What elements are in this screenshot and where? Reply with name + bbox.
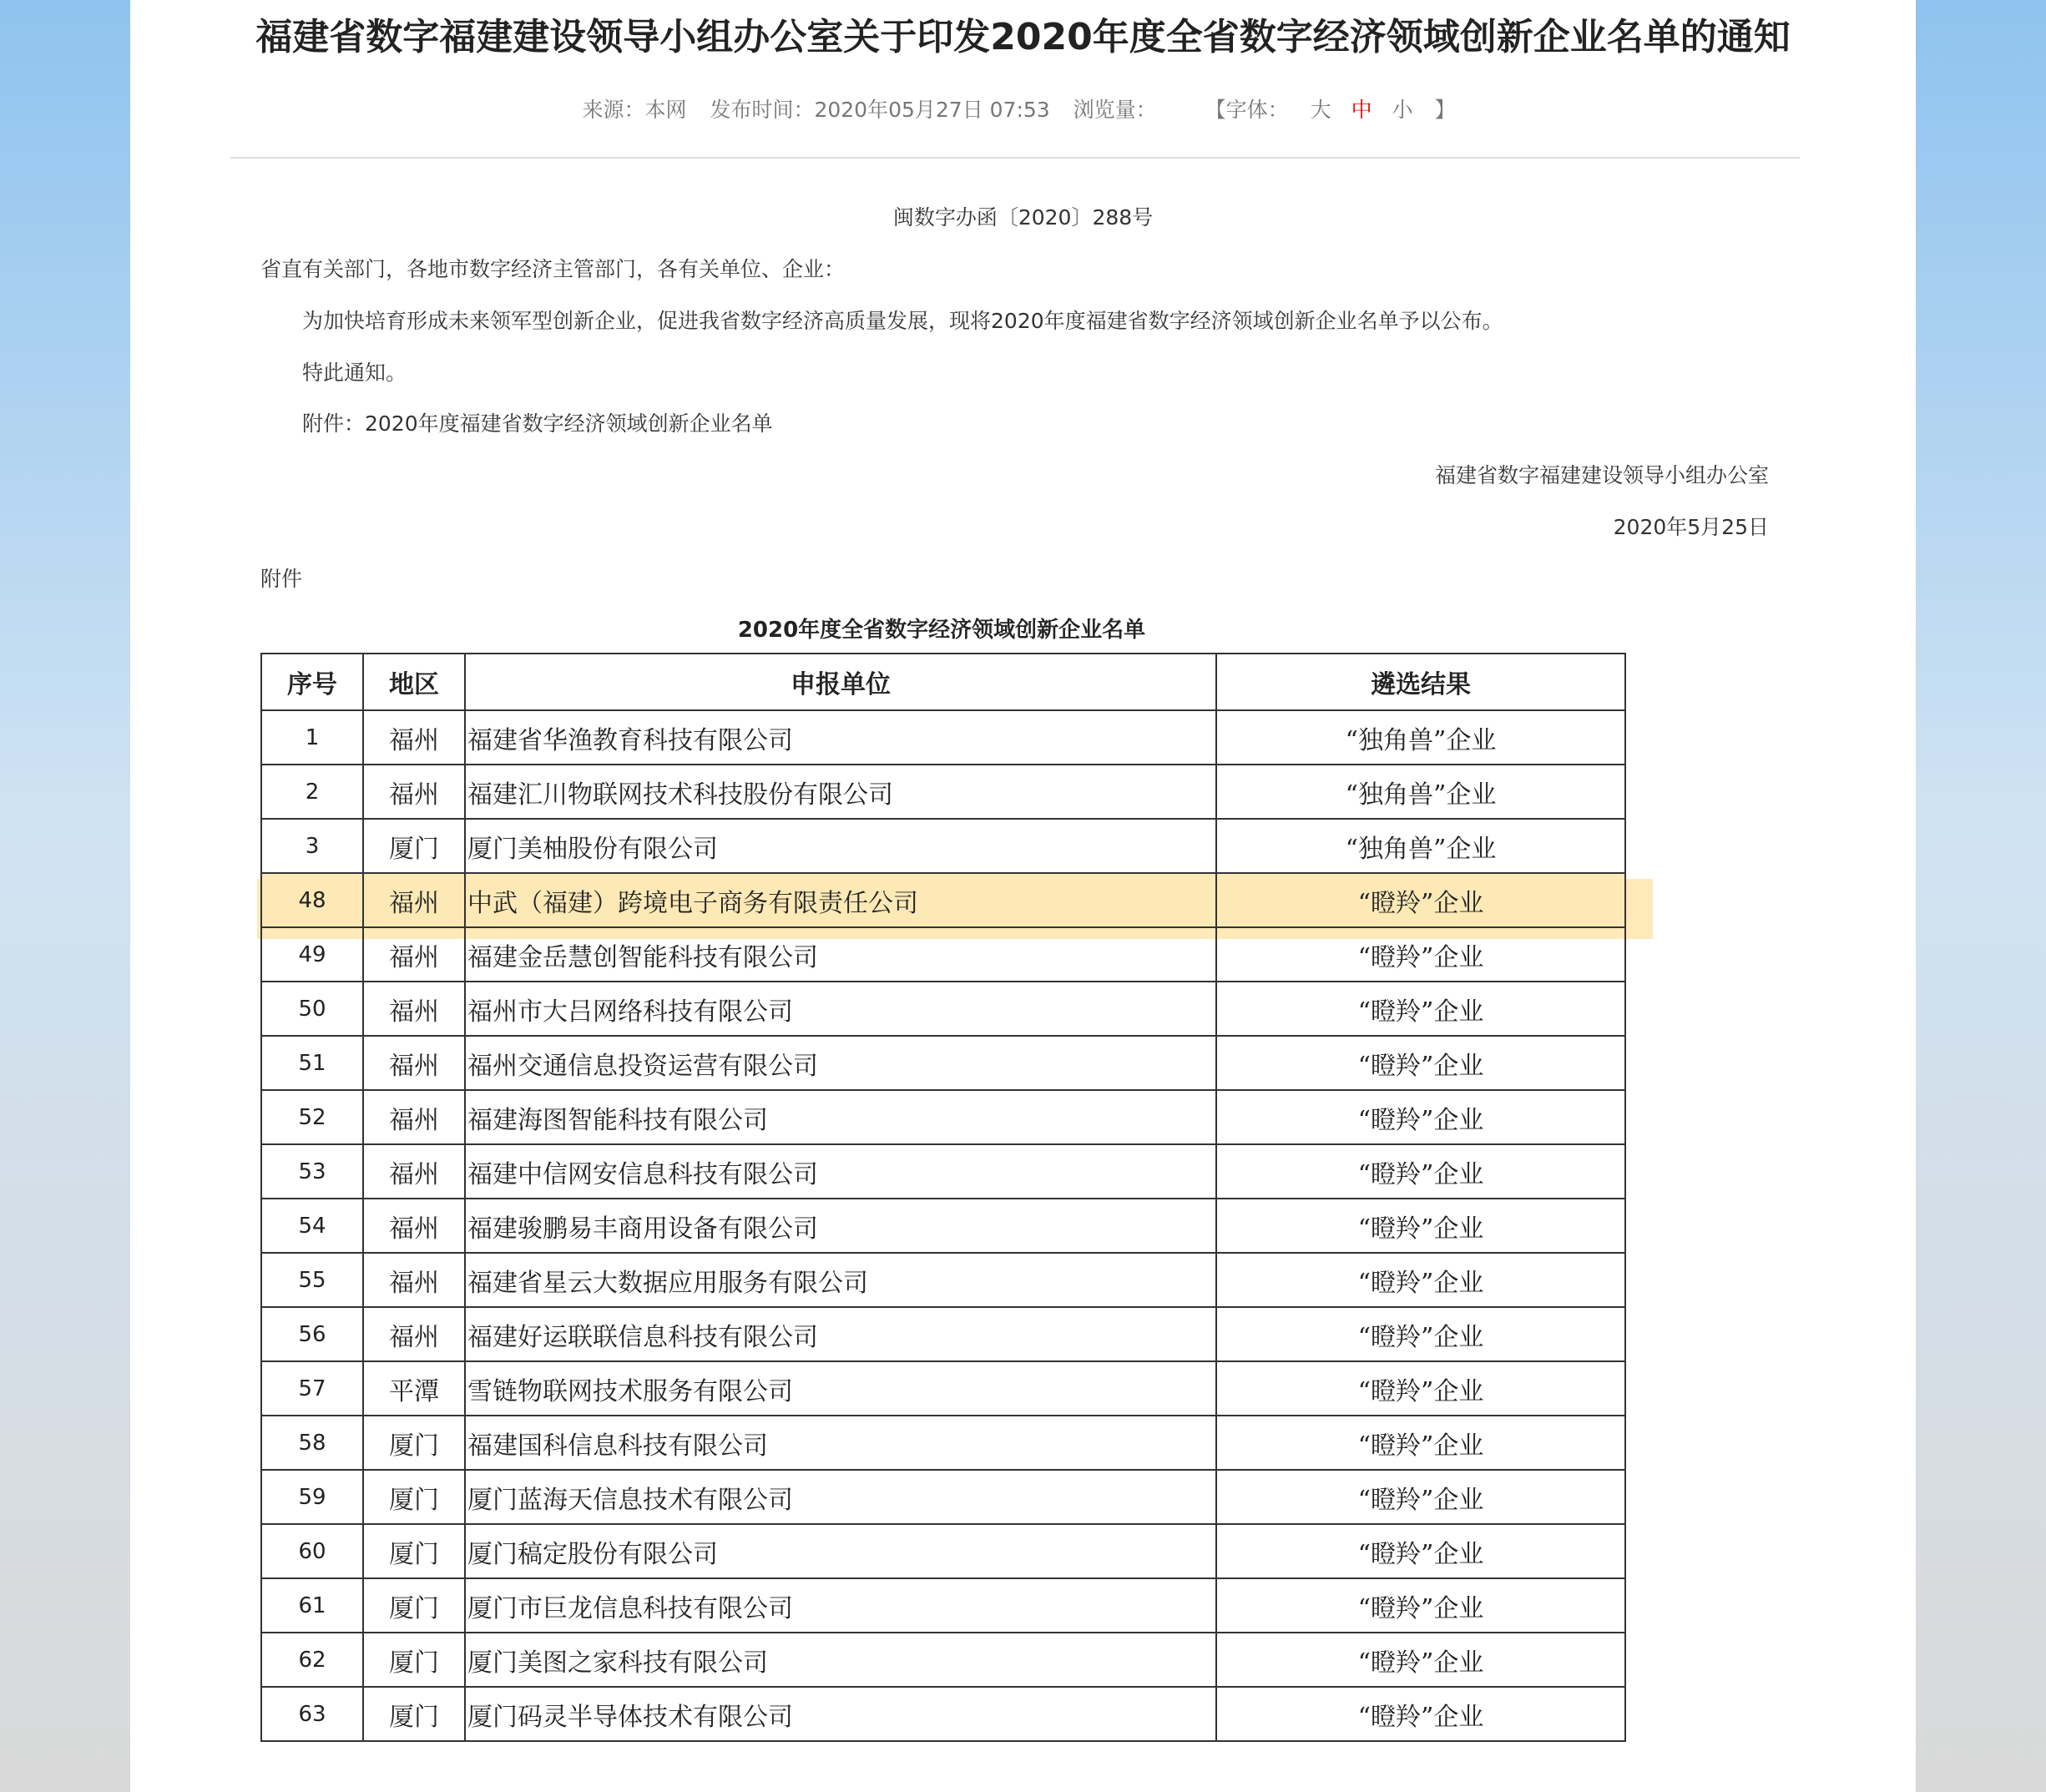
cell-company: 福建好运联联信息科技有限公司 (465, 1307, 1216, 1361)
cell-region: 厦门 (363, 819, 465, 873)
cell-region: 福州 (363, 1036, 465, 1090)
cell-no: 57 (261, 1361, 363, 1416)
cell-no: 50 (261, 982, 363, 1036)
cell-no: 55 (261, 1253, 363, 1307)
article-meta (130, 93, 1916, 124)
attachment-line: 附件：2020年度福建省数字经济领域创新企业名单 (302, 411, 773, 436)
company-table (260, 653, 1626, 1742)
table-row (261, 1361, 1625, 1416)
table-title: 2020年度全省数字经济领域创新企业名单 (737, 618, 1146, 643)
table-row (261, 1199, 1625, 1253)
cell-company: 福建省华渔教育科技有限公司 (465, 710, 1216, 765)
cell-no: 62 (261, 1633, 363, 1687)
header-company: 申报单位 (465, 654, 1216, 710)
cell-company: 福建中信网安信息科技有限公司 (465, 1144, 1216, 1199)
header-no: 序号 (261, 654, 363, 710)
cell-company: 福建海图智能科技有限公司 (465, 1090, 1216, 1144)
cell-result: “瞪羚”企业 (1216, 1090, 1625, 1144)
table-row (261, 1144, 1625, 1199)
cell-no: 61 (261, 1578, 363, 1633)
cell-company: 中武（福建）跨境电子商务有限责任公司 (465, 873, 1216, 927)
cell-no: 58 (261, 1416, 363, 1470)
cell-company: 福建国科信息科技有限公司 (465, 1416, 1216, 1470)
cell-region: 厦门 (363, 1470, 465, 1524)
cell-no: 2 (261, 765, 363, 819)
font-size-prefix: 【字体： (1205, 98, 1289, 122)
table-body (261, 710, 1625, 1741)
cell-company: 厦门稿定股份有限公司 (465, 1524, 1216, 1578)
cell-region: 厦门 (363, 1416, 465, 1470)
cell-no: 51 (261, 1036, 363, 1090)
cell-no: 63 (261, 1687, 363, 1741)
cell-company: 厦门美柚股份有限公司 (465, 819, 1216, 873)
cell-no: 59 (261, 1470, 363, 1524)
cell-no: 56 (261, 1307, 363, 1361)
cell-result: “瞪羚”企业 (1216, 1199, 1625, 1253)
cell-company: 福建金岳慧创智能科技有限公司 (465, 927, 1216, 982)
cell-result: “瞪羚”企业 (1216, 1361, 1625, 1416)
cell-result: “瞪羚”企业 (1216, 1524, 1625, 1578)
cell-result: “瞪羚”企业 (1216, 1633, 1625, 1687)
table-row (261, 765, 1625, 819)
cell-no: 1 (261, 710, 363, 765)
cell-result: “瞪羚”企业 (1216, 1307, 1625, 1361)
cell-company: 福建骏鹏易丰商用设备有限公司 (465, 1199, 1216, 1253)
cell-no: 3 (261, 819, 363, 873)
document-number: 闽数字办函〔2020〕288号 (892, 205, 1154, 230)
table-row (261, 1687, 1625, 1741)
font-size-suffix: 】 (1434, 98, 1456, 122)
font-size-control (1197, 98, 1464, 122)
cell-region: 福州 (363, 873, 465, 927)
table-row (261, 1036, 1625, 1090)
source-label: 来源：本网 (582, 98, 687, 122)
header-region: 地区 (363, 654, 465, 710)
table-row (261, 1090, 1625, 1144)
cell-result: “独角兽”企业 (1216, 819, 1625, 873)
table-row (261, 1416, 1625, 1470)
issue-date: 2020年5月25日 (1613, 515, 1769, 539)
table-row (261, 1253, 1625, 1307)
header-result: 遴选结果 (1216, 654, 1625, 710)
font-medium-link[interactable]: 中 (1351, 98, 1372, 122)
table-row (261, 982, 1625, 1036)
cell-region: 福州 (363, 1253, 465, 1307)
signer: 福建省数字福建建设领导小组办公室 (1434, 463, 1769, 487)
cell-region: 福州 (363, 982, 465, 1036)
cell-company: 福建省星云大数据应用服务有限公司 (465, 1253, 1216, 1307)
cell-region: 厦门 (363, 1687, 465, 1741)
cell-company: 雪链物联网技术服务有限公司 (465, 1361, 1216, 1416)
table-row (261, 1578, 1625, 1633)
article-panel (130, 0, 1916, 1792)
cell-region: 厦门 (363, 1633, 465, 1687)
font-large-link[interactable]: 大 (1310, 98, 1331, 122)
title-divider (230, 157, 1800, 159)
cell-company: 厦门码灵半导体技术有限公司 (465, 1687, 1216, 1741)
cell-result: “瞪羚”企业 (1216, 1687, 1625, 1741)
cell-result: “瞪羚”企业 (1216, 873, 1625, 927)
cell-no: 54 (261, 1199, 363, 1253)
cell-result: “独角兽”企业 (1216, 765, 1625, 819)
notice-line: 特此通知。 (302, 361, 407, 385)
table-row (261, 1470, 1625, 1524)
table-row (261, 819, 1625, 873)
cell-result: “瞪羚”企业 (1216, 1036, 1625, 1090)
cell-region: 平潭 (363, 1361, 465, 1416)
cell-result: “瞪羚”企业 (1216, 982, 1625, 1036)
cell-result: “瞪羚”企业 (1216, 1416, 1625, 1470)
article-title: 福建省数字福建建设领导小组办公室关于印发2020年度全省数字经济领域创新企业名单的通知 (255, 16, 1791, 58)
font-small-link[interactable]: 小 (1392, 98, 1413, 122)
addressee-line: 省直有关部门，各地市数字经济主管部门，各有关单位、企业： (260, 257, 846, 281)
cell-result: “瞪羚”企业 (1216, 1578, 1625, 1633)
body-paragraph: 为加快培育形成未来领军型创新企业，促进我省数字经济高质量发展，现将2020年度福建省数字经济领域创新企业名单予以公布。 (302, 309, 1503, 333)
table-row (261, 1524, 1625, 1578)
table-row (261, 710, 1625, 765)
cell-company: 福州交通信息投资运营有限公司 (465, 1036, 1216, 1090)
cell-company: 厦门美图之家科技有限公司 (465, 1633, 1216, 1687)
cell-result: “瞪羚”企业 (1216, 927, 1625, 982)
table-header-row (261, 654, 1625, 710)
cell-region: 福州 (363, 1307, 465, 1361)
cell-region: 福州 (363, 1090, 465, 1144)
cell-region: 厦门 (363, 1578, 465, 1633)
cell-no: 60 (261, 1524, 363, 1578)
cell-region: 厦门 (363, 1524, 465, 1578)
cell-region: 福州 (363, 1144, 465, 1199)
cell-no: 48 (261, 873, 363, 927)
published-label: 发布时间：2020年05月27日 07:53 (710, 98, 1050, 122)
table-row (261, 1307, 1625, 1361)
attachment-label: 附件 (260, 567, 303, 591)
cell-result: “瞪羚”企业 (1216, 1470, 1625, 1524)
table-row (261, 873, 1625, 927)
cell-company: 福州市大吕网络科技有限公司 (465, 982, 1216, 1036)
cell-company: 福建汇川物联网技术科技股份有限公司 (465, 765, 1216, 819)
cell-company: 厦门市巨龙信息科技有限公司 (465, 1578, 1216, 1633)
cell-no: 53 (261, 1144, 363, 1199)
cell-no: 49 (261, 927, 363, 982)
table-row (261, 927, 1625, 982)
views-label: 浏览量： (1073, 98, 1157, 122)
table-row (261, 1633, 1625, 1687)
cell-company: 厦门蓝海天信息技术有限公司 (465, 1470, 1216, 1524)
cell-region: 福州 (363, 710, 465, 765)
cell-region: 福州 (363, 927, 465, 982)
cell-no: 52 (261, 1090, 363, 1144)
cell-region: 福州 (363, 765, 465, 819)
cell-region: 福州 (363, 1199, 465, 1253)
cell-result: “瞪羚”企业 (1216, 1144, 1625, 1199)
cell-result: “瞪羚”企业 (1216, 1253, 1625, 1307)
cell-result: “独角兽”企业 (1216, 710, 1625, 765)
